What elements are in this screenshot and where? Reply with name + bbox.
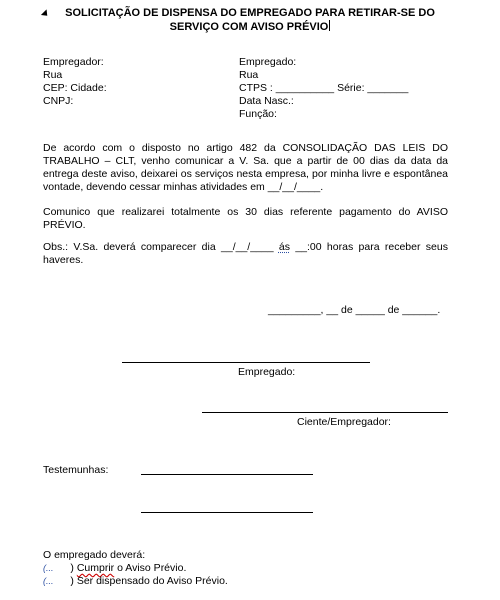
signature-label-empregado: Empregado: — [238, 366, 296, 378]
field-cep-cidade: CEP: Cidade: — [43, 82, 107, 94]
field-empregador: Empregador: — [43, 56, 104, 68]
obs-post: __:00 horas para receber seus haveres. — [43, 241, 448, 266]
field-rua-left: Rua — [43, 69, 63, 81]
option-dispensado-text: Ser dispensado do Aviso Prévio. — [73, 575, 228, 587]
testemunhas-label: Testemunhas: — [43, 464, 109, 476]
document-title — [40, 7, 460, 34]
title-line-1: SOLICITAÇÃO DE DISPENSA DO EMPREGADO PARA RETIRAR-SE DO — [65, 7, 435, 19]
paragraph-declaration-text: De acordo com o disposto no artigo 482 da CONSOLIDAÇÃO DAS LEIS DO TRABALHO – CLT, venho comunicar a V. Sa. que a partir de 00 dias da data da entrega deste aviso, deixarei os serviços nesta empresa, por minha livre e espontânea vontade, devendo cessar minhas atividades em __/__/____. — [43, 142, 448, 193]
date-line: _________, __ de _____ de ______. — [268, 304, 441, 316]
paragraph-obs-text — [43, 241, 448, 267]
text-cursor — [329, 20, 330, 31]
field-empregado: Empregado: — [239, 56, 297, 68]
obs-pre: Obs.: V.Sa. deverá comparecer dia __/__/____ — [43, 241, 279, 253]
field-cnpj: CNPJ: — [43, 95, 74, 107]
paragraph-obs — [43, 241, 448, 267]
option-cumprir-word: Cumprir — [76, 562, 115, 574]
option-dispensado — [43, 575, 228, 588]
option-dispensado-close: ) — [70, 575, 74, 587]
field-rua-right: Rua — [239, 69, 259, 81]
field-data-nasc: Data Nasc.: — [239, 95, 294, 107]
paragraph-aviso — [43, 206, 448, 232]
signature-line-empregador — [202, 412, 448, 413]
title-line-2-text: SERVIÇO COM AVISO PRÉVIO — [169, 21, 329, 33]
option-cumprir-rest: o Aviso Prévio. — [114, 562, 187, 574]
signature-line-empregado — [122, 362, 370, 363]
signature-label-ciente: Ciente/Empregador: — [297, 416, 391, 428]
field-funcao: Função: — [239, 108, 277, 120]
obs-as: ás — [278, 241, 290, 253]
option-cumprir-close: ) — [70, 562, 74, 574]
field-ctps-serie: CTPS : __________ Série: _______ — [239, 82, 409, 94]
title-line-2 — [40, 20, 460, 34]
paragraph-declaration — [43, 142, 448, 194]
option-cumprir — [43, 562, 186, 575]
options-heading: O empregado deverá: — [43, 549, 146, 561]
option-dispensado-paren: (... — [43, 576, 54, 586]
witness-line-2 — [141, 512, 313, 513]
witness-line-1 — [141, 474, 313, 475]
paragraph-aviso-text: Comunico que realizarei totalmente os 30 dias referente pagamento do AVISO PRÉVIO. — [43, 206, 448, 231]
option-cumprir-paren: (... — [43, 563, 54, 573]
